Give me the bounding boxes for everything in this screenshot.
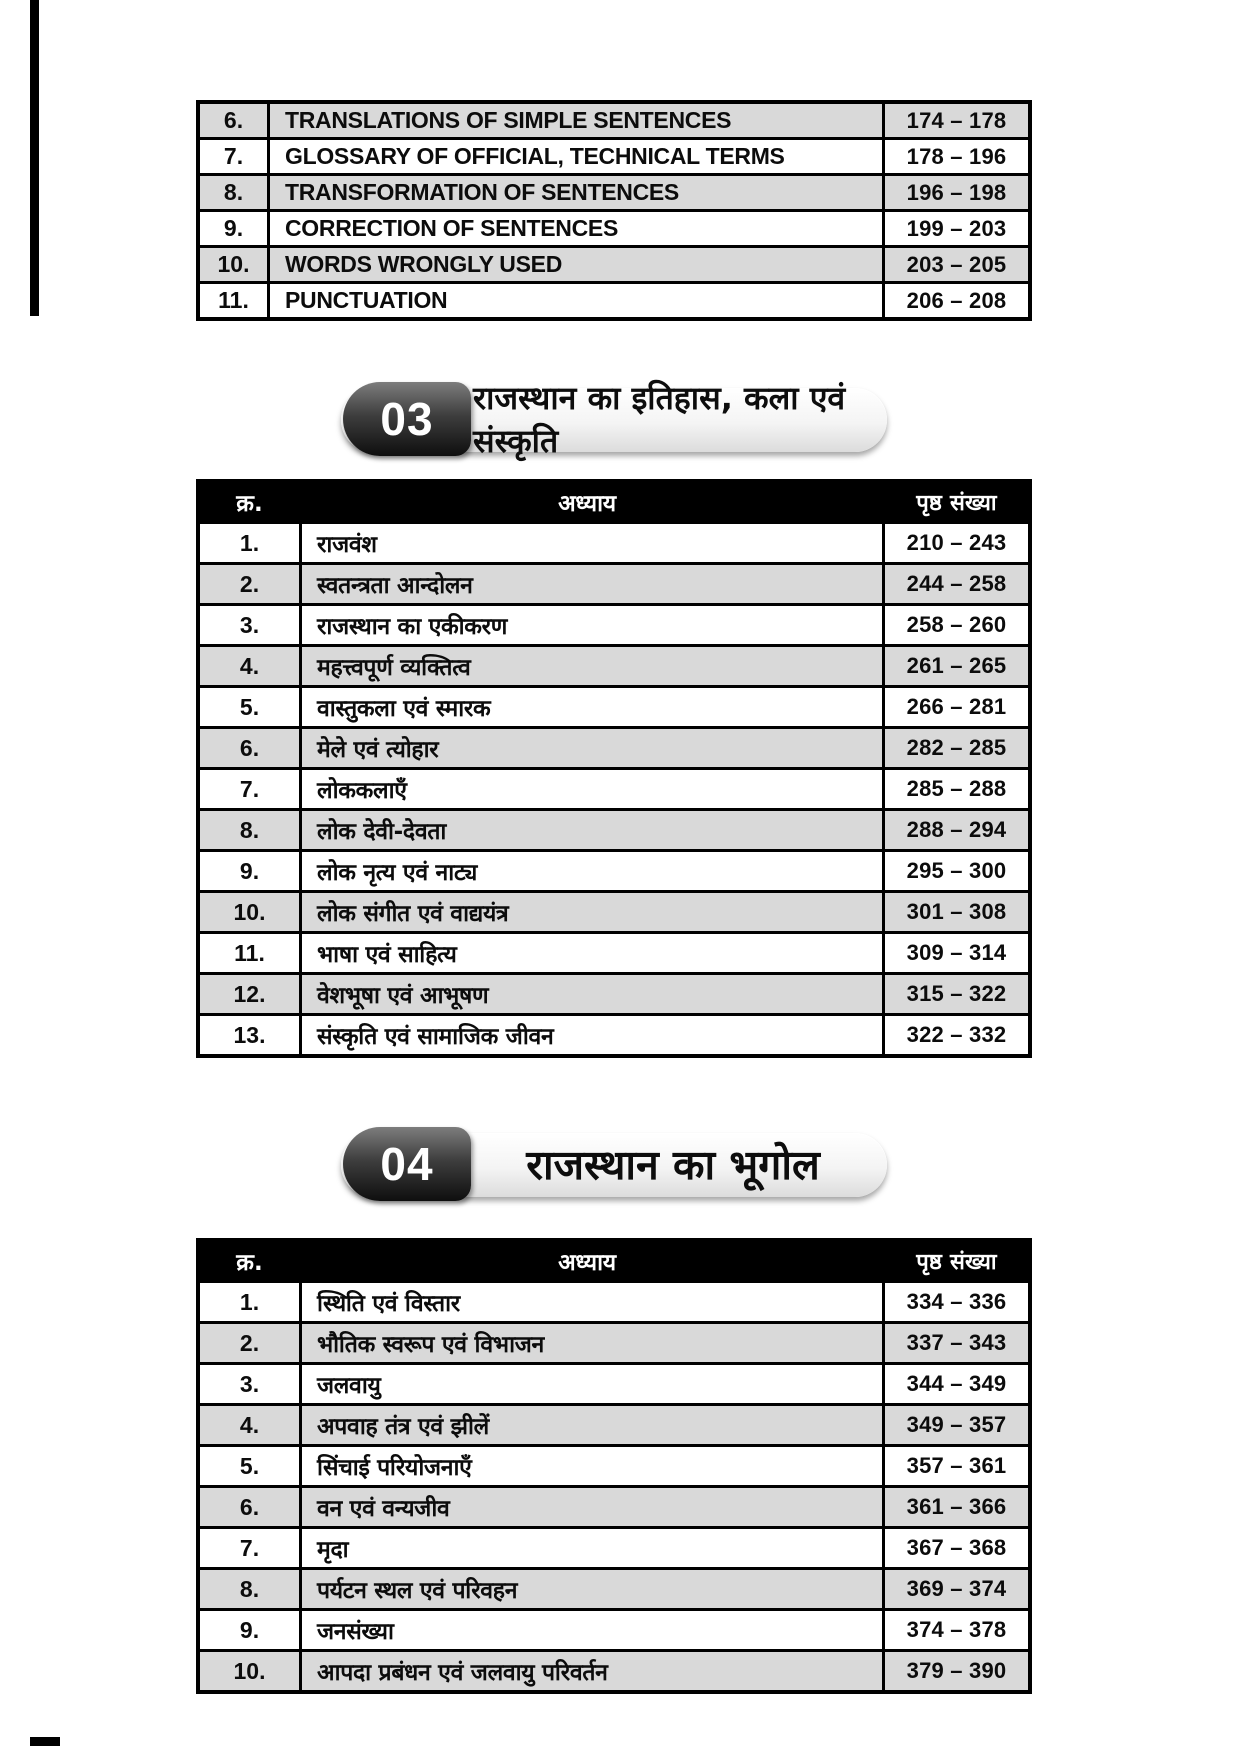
section-title: राजस्थान का इतिहास, कला एवं संस्कृति: [473, 379, 846, 460]
row-pages: 244 – 258: [882, 565, 1028, 603]
table-row: [200, 767, 1028, 808]
row-title: वास्तुकला एवं स्मारक: [317, 696, 491, 722]
row-pages: 367 – 368: [882, 1529, 1028, 1567]
row-pages: 322 – 332: [882, 1016, 1028, 1054]
row-pages: 203 – 205: [882, 248, 1028, 281]
row-number: 4.: [200, 1406, 302, 1444]
table-row: [200, 972, 1028, 1013]
row-number: 1.: [200, 524, 302, 562]
row-number: 6.: [200, 1488, 302, 1526]
row-number: 10.: [200, 248, 270, 281]
row-title: भौतिक स्वरूप एवं विभाजन: [317, 1332, 544, 1358]
row-pages: 334 – 336: [882, 1283, 1028, 1321]
row-number: 10.: [200, 893, 302, 931]
table-header-row: [200, 1242, 1028, 1280]
row-title: जनसंख्या: [317, 1619, 394, 1645]
row-number: 10.: [200, 1652, 302, 1690]
row-number: 4.: [200, 647, 302, 685]
row-title: TRANSLATIONS OF SIMPLE SENTENCES: [285, 107, 732, 133]
row-title: आपदा प्रबंधन एवं जलवायु परिवर्तन: [317, 1660, 608, 1686]
row-pages: 196 – 198: [882, 176, 1028, 209]
row-pages: 199 – 203: [882, 212, 1028, 245]
table-row: [200, 1567, 1028, 1608]
row-pages: 285 – 288: [882, 770, 1028, 808]
row-number: 6.: [200, 729, 302, 767]
row-title: मृदा: [317, 1537, 349, 1563]
row-title: राजवंश: [317, 532, 377, 558]
table-row: [200, 137, 1028, 173]
table-row: [200, 1321, 1028, 1362]
table-row: [200, 1444, 1028, 1485]
table-row: [200, 281, 1028, 317]
row-pages: 361 – 366: [882, 1488, 1028, 1526]
row-title: लोककलाएँ: [317, 778, 407, 804]
row-title: मेले एवं त्योहार: [317, 737, 439, 763]
row-title: लोक संगीत एवं वाद्ययंत्र: [317, 901, 509, 927]
table-row: [200, 1526, 1028, 1567]
row-number: 11.: [200, 284, 270, 317]
row-title: जलवायु: [317, 1373, 381, 1399]
table-row: [200, 931, 1028, 972]
row-title: राजस्थान का एकीकरण: [317, 614, 508, 640]
section-title: राजस्थान का भूगोल: [526, 1141, 820, 1189]
row-pages: 315 – 322: [882, 975, 1028, 1013]
row-pages: 301 – 308: [882, 893, 1028, 931]
row-number: 13.: [200, 1016, 302, 1054]
table-row: [200, 1013, 1028, 1054]
row-title: स्थिति एवं विस्तार: [317, 1291, 460, 1317]
table-row: [200, 1608, 1028, 1649]
row-pages: 379 – 390: [882, 1652, 1028, 1690]
row-number: 8.: [200, 1570, 302, 1608]
header-chapter: अध्याय: [558, 1250, 616, 1276]
section-number-badge: 03: [343, 382, 471, 456]
row-title: वेशभूषा एवं आभूषण: [317, 983, 489, 1009]
row-number: 11.: [200, 934, 302, 972]
row-pages: 206 – 208: [882, 284, 1028, 317]
section-number-badge: 04: [343, 1127, 471, 1201]
row-number: 8.: [200, 811, 302, 849]
row-title: वन एवं वन्यजीव: [317, 1496, 450, 1522]
table-row: [200, 104, 1028, 137]
row-number: 3.: [200, 606, 302, 644]
row-pages: 210 – 243: [882, 524, 1028, 562]
row-pages: 357 – 361: [882, 1447, 1028, 1485]
header-serial: क्र.: [200, 1242, 302, 1280]
row-number: 5.: [200, 688, 302, 726]
table-row: [200, 603, 1028, 644]
row-pages: 282 – 285: [882, 729, 1028, 767]
row-number: 8.: [200, 176, 270, 209]
row-number: 5.: [200, 1447, 302, 1485]
row-pages: 174 – 178: [882, 104, 1028, 137]
row-pages: 266 – 281: [882, 688, 1028, 726]
row-pages: 258 – 260: [882, 606, 1028, 644]
row-title: पर्यटन स्थल एवं परिवहन: [317, 1578, 518, 1604]
table-row: [200, 1403, 1028, 1444]
row-title: PUNCTUATION: [285, 287, 448, 313]
row-number: 9.: [200, 212, 270, 245]
row-title: लोक नृत्य एवं नाट्य: [317, 860, 477, 886]
table-row: [200, 726, 1028, 767]
row-title: लोक देवी-देवता: [317, 819, 447, 845]
row-number: 7.: [200, 770, 302, 808]
row-number: 6.: [200, 104, 270, 137]
table-row: [200, 1362, 1028, 1403]
row-pages: 337 – 343: [882, 1324, 1028, 1362]
table-row: [200, 173, 1028, 209]
table-row: [200, 644, 1028, 685]
table-row: [200, 685, 1028, 726]
header-serial: क्र.: [200, 483, 302, 521]
toc-table-geography: [196, 1238, 1032, 1694]
row-pages: 178 – 196: [882, 140, 1028, 173]
row-title: TRANSFORMATION OF SENTENCES: [285, 179, 679, 205]
row-title: सिंचाई परियोजनाएँ: [317, 1455, 472, 1481]
header-pages: पृष्ठ संख्या: [882, 1242, 1028, 1280]
row-title: स्वतन्त्रता आन्दोलन: [317, 573, 473, 599]
row-title: भाषा एवं साहित्य: [317, 942, 457, 968]
row-pages: 344 – 349: [882, 1365, 1028, 1403]
table-row: [200, 1485, 1028, 1526]
row-number: 9.: [200, 852, 302, 890]
table-row: [200, 245, 1028, 281]
bottom-left-mark: [30, 1737, 60, 1746]
left-margin-strip: [30, 0, 39, 316]
row-number: 7.: [200, 140, 270, 173]
table-row: [200, 562, 1028, 603]
row-pages: 288 – 294: [882, 811, 1028, 849]
header-chapter: अध्याय: [558, 491, 616, 517]
row-number: 9.: [200, 1611, 302, 1649]
toc-table-history: [196, 479, 1032, 1058]
row-number: 2.: [200, 1324, 302, 1362]
row-title: CORRECTION OF SENTENCES: [285, 215, 619, 241]
table-row: [200, 890, 1028, 931]
row-number: 12.: [200, 975, 302, 1013]
row-number: 7.: [200, 1529, 302, 1567]
table-row: [200, 1649, 1028, 1690]
row-number: 2.: [200, 565, 302, 603]
section-header-history: [341, 379, 887, 460]
row-pages: 369 – 374: [882, 1570, 1028, 1608]
toc-content: [196, 100, 1032, 1694]
row-pages: 261 – 265: [882, 647, 1028, 685]
header-pages: पृष्ठ संख्या: [882, 483, 1028, 521]
row-title: अपवाह तंत्र एवं झीलें: [317, 1414, 489, 1440]
row-number: 1.: [200, 1283, 302, 1321]
row-title: संस्कृति एवं सामाजिक जीवन: [317, 1024, 554, 1050]
row-pages: 349 – 357: [882, 1406, 1028, 1444]
table-row: [200, 209, 1028, 245]
table-row: [200, 521, 1028, 562]
section-header-geography: [341, 1130, 887, 1198]
table-row: [200, 1280, 1028, 1321]
row-number: 3.: [200, 1365, 302, 1403]
row-pages: 374 – 378: [882, 1611, 1028, 1649]
row-pages: 295 – 300: [882, 852, 1028, 890]
row-title: GLOSSARY OF OFFICIAL, TECHNICAL TERMS: [285, 143, 785, 169]
row-pages: 309 – 314: [882, 934, 1028, 972]
row-title: महत्त्वपूर्ण व्यक्तित्व: [317, 655, 471, 681]
table-header-row: [200, 483, 1028, 521]
table-row: [200, 849, 1028, 890]
toc-table-english: [196, 100, 1032, 321]
table-row: [200, 808, 1028, 849]
row-title: WORDS WRONGLY USED: [285, 251, 563, 277]
